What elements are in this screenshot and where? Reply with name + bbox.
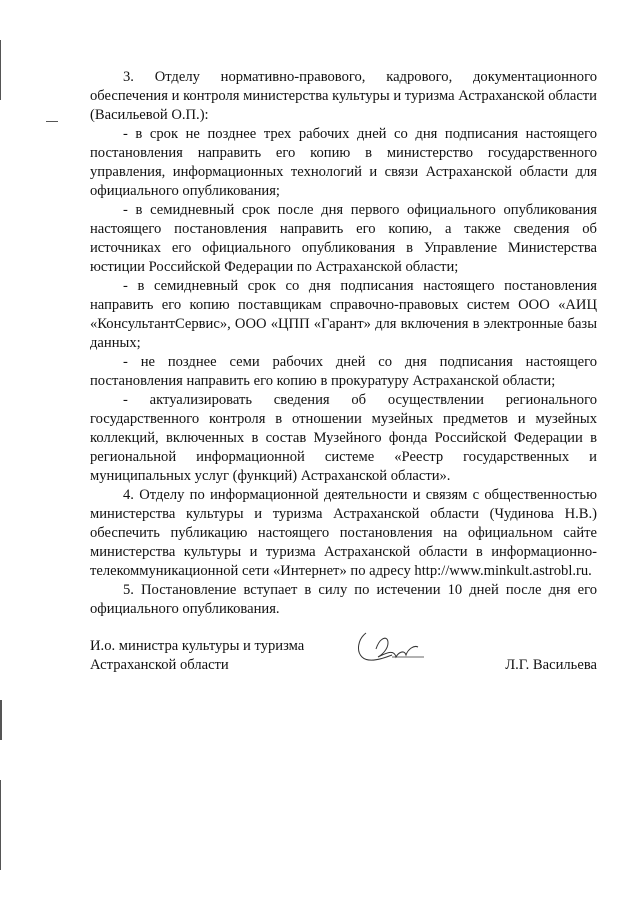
signatory-name: Л.Г. Васильева: [505, 657, 597, 673]
paragraph-3-item-1: - в срок не позднее трех рабочих дней со дня подписания настоящего постановления направить его копию в министерство государственного управления, информационных технологий и связи Астраханской области для официального опубликования;: [90, 126, 597, 199]
scan-edge-mark: [0, 780, 1, 870]
signatory-title-line-2: Астраханской области: [90, 657, 229, 673]
signature-block: [90, 637, 597, 677]
signatory-title-line-1: И.о. министра культуры и туризма: [90, 638, 305, 654]
scan-edge-mark: [0, 700, 2, 740]
paragraph-3-item-2: - в семидневный срок после дня первого официального опубликования настоящего постановления направить его копию, а также сведения об источниках его официального опубликования в Управление Министерства юстиции Российской Федерации по Астраханской области;: [90, 202, 597, 275]
handwritten-signature: [352, 627, 432, 671]
scan-edge-mark: [0, 40, 1, 100]
paragraph-5: 5. Постановление вступает в силу по истечении 10 дней после дня его официального опубликования.: [90, 582, 597, 617]
paragraph-3: 3. Отделу нормативно-правового, кадрового, документационного обеспечения и контроля министерства культуры и туризма Астраханской области (Васильевой О.П.):: [90, 69, 597, 123]
scan-edge-mark: [46, 121, 58, 122]
paragraph-3-item-3: - в семидневный срок со дня подписания настоящего постановления направить его копию поставщикам справочно-правовых систем ООО «АИЦ «КонсультантСервис», ООО «ЦПП «Гарант» для включения в электронные базы данных;: [90, 278, 597, 351]
signatory-title: [90, 637, 350, 675]
paragraph-4: 4. Отделу по информационной деятельности и связям с общественностью министерства культуры и туризма Астраханской области (Чудинова Н.В.) обеспечить публикацию настоящего постановления на официальном сайте министерства культуры и туризма Астраханской области в информационно-телекоммуникационной сети «Интернет» по адресу http://www.minkult.astrobl.ru.: [90, 487, 597, 579]
document-body: [90, 68, 597, 619]
paragraph-3-item-4: - не позднее семи рабочих дней со дня подписания настоящего постановления направить его копию в прокуратуру Астраханской области;: [90, 354, 597, 389]
paragraph-3-item-5: - актуализировать сведения об осуществлении регионального государственного контроля в отношении музейных предметов и музейных коллекций, включенных в состав Музейного фонда Российской Федерации в региональной информационной системе «Реестр государственных и муниципальных услуг (функций) Астраханской области».: [90, 392, 597, 484]
